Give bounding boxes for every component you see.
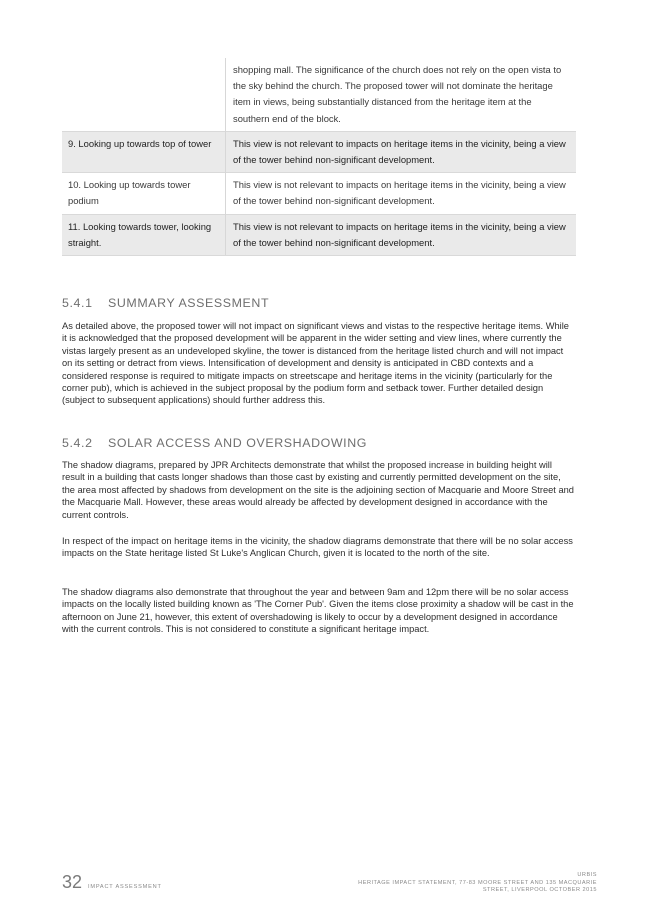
- table-row: [62, 131, 576, 172]
- summary-paragraph: As detailed above, the proposed tower will not impact on significant views and vistas to the respective heritage items. While it is acknowledged that the proposed development will be apparent in the wider setting and view lines, where currently the vistas largely present as an undeveloped skyline, the tower is distanced from the heritage listed church and will not impact on its setting or detract from views. Intensification of development and density is anticipated in CBD contexts and a considered response is required to mitigate impacts on streetscape and heritage items in the vicinity (particularly for the corner pub), which is achieved in the subject proposal by the podium form and setback tower. Further detailed design (subject to subsequent applications) should further address this.: [62, 321, 569, 406]
- footer-org: URBIS: [577, 872, 597, 878]
- assessment-cell: shopping mall. The significance of the church does not rely on the open vista to the sky behind the church. The proposed tower will not dominate the heritage item in views, being substantially distanced from the heritage item at the southern end of the block.: [226, 58, 577, 131]
- assessment-cell: This view is not relevant to impacts on heritage items in the vicinity, being a view of the tower behind non-significant development.: [226, 131, 577, 172]
- section-number: 5.4.1: [62, 296, 93, 310]
- assessment-cell: This view is not relevant to impacts on heritage items in the vicinity, being a view of the tower behind non-significant development.: [226, 173, 577, 214]
- footer-document-info: [358, 872, 597, 895]
- footer-doc-line-1: HERITAGE IMPACT STATEMENT, 77-83 MOORE STREET AND 135 MACQUARIE: [358, 879, 597, 886]
- view-cell: 9. Looking up towards top of tower: [62, 131, 226, 172]
- solar-paragraph-1: The shadow diagrams, prepared by JPR Architects demonstrate that whilst the proposed increase in building height will result in a building that casts longer shadows than those cast by existing and currently permitted development on the site, the area most affected by shadows from development on the site is the adjoining section of Macquarie and Moore Street and the Macquarie Mall. However, these areas would already be affected by development designed in accordance with the current controls.: [62, 460, 574, 520]
- view-cell: 10. Looking up towards tower podium: [62, 173, 226, 214]
- assessment-cell: This view is not relevant to impacts on heritage items in the vicinity, being a view of the tower behind non-significant development.: [226, 214, 577, 255]
- section-number: 5.4.2: [62, 436, 93, 450]
- section-title: SOLAR ACCESS AND OVERSHADOWING: [108, 436, 367, 450]
- view-cell: [62, 58, 226, 131]
- solar-paragraph-3: The shadow diagrams also demonstrate that throughout the year and between 9am and 12pm there will be no solar access impacts on the locally listed building known as 'The Corner Pub'. Given the items close proximity a shadow will be cast in the afternoon on June 21, however, this extent of overshadowing is likely to occur by a development designed in accordance with the current controls. This is not considered to constitute a significant heritage impact.: [62, 587, 574, 635]
- section-heading-solar: [62, 436, 367, 450]
- table-row: [62, 58, 576, 131]
- table-row: [62, 173, 576, 214]
- solar-paragraph-2: In respect of the impact on heritage items in the vicinity, the shadow diagrams demonstrate that there will be no solar access impacts on the State heritage listed St Luke's Anglican Church, given it is located to the north of the site.: [62, 536, 573, 559]
- views-assessment-table: [62, 58, 576, 256]
- section-title: SUMMARY ASSESSMENT: [108, 296, 270, 310]
- footer-doc-line-2: STREET, LIVERPOOL OCTOBER 2015: [482, 887, 597, 894]
- footer-section-label: IMPACT ASSESSMENT: [88, 884, 162, 890]
- view-cell: 11. Looking towards tower, looking straight.: [62, 214, 226, 255]
- page-number: 32: [62, 872, 83, 892]
- table-row: [62, 214, 576, 255]
- section-heading-summary: [62, 296, 269, 310]
